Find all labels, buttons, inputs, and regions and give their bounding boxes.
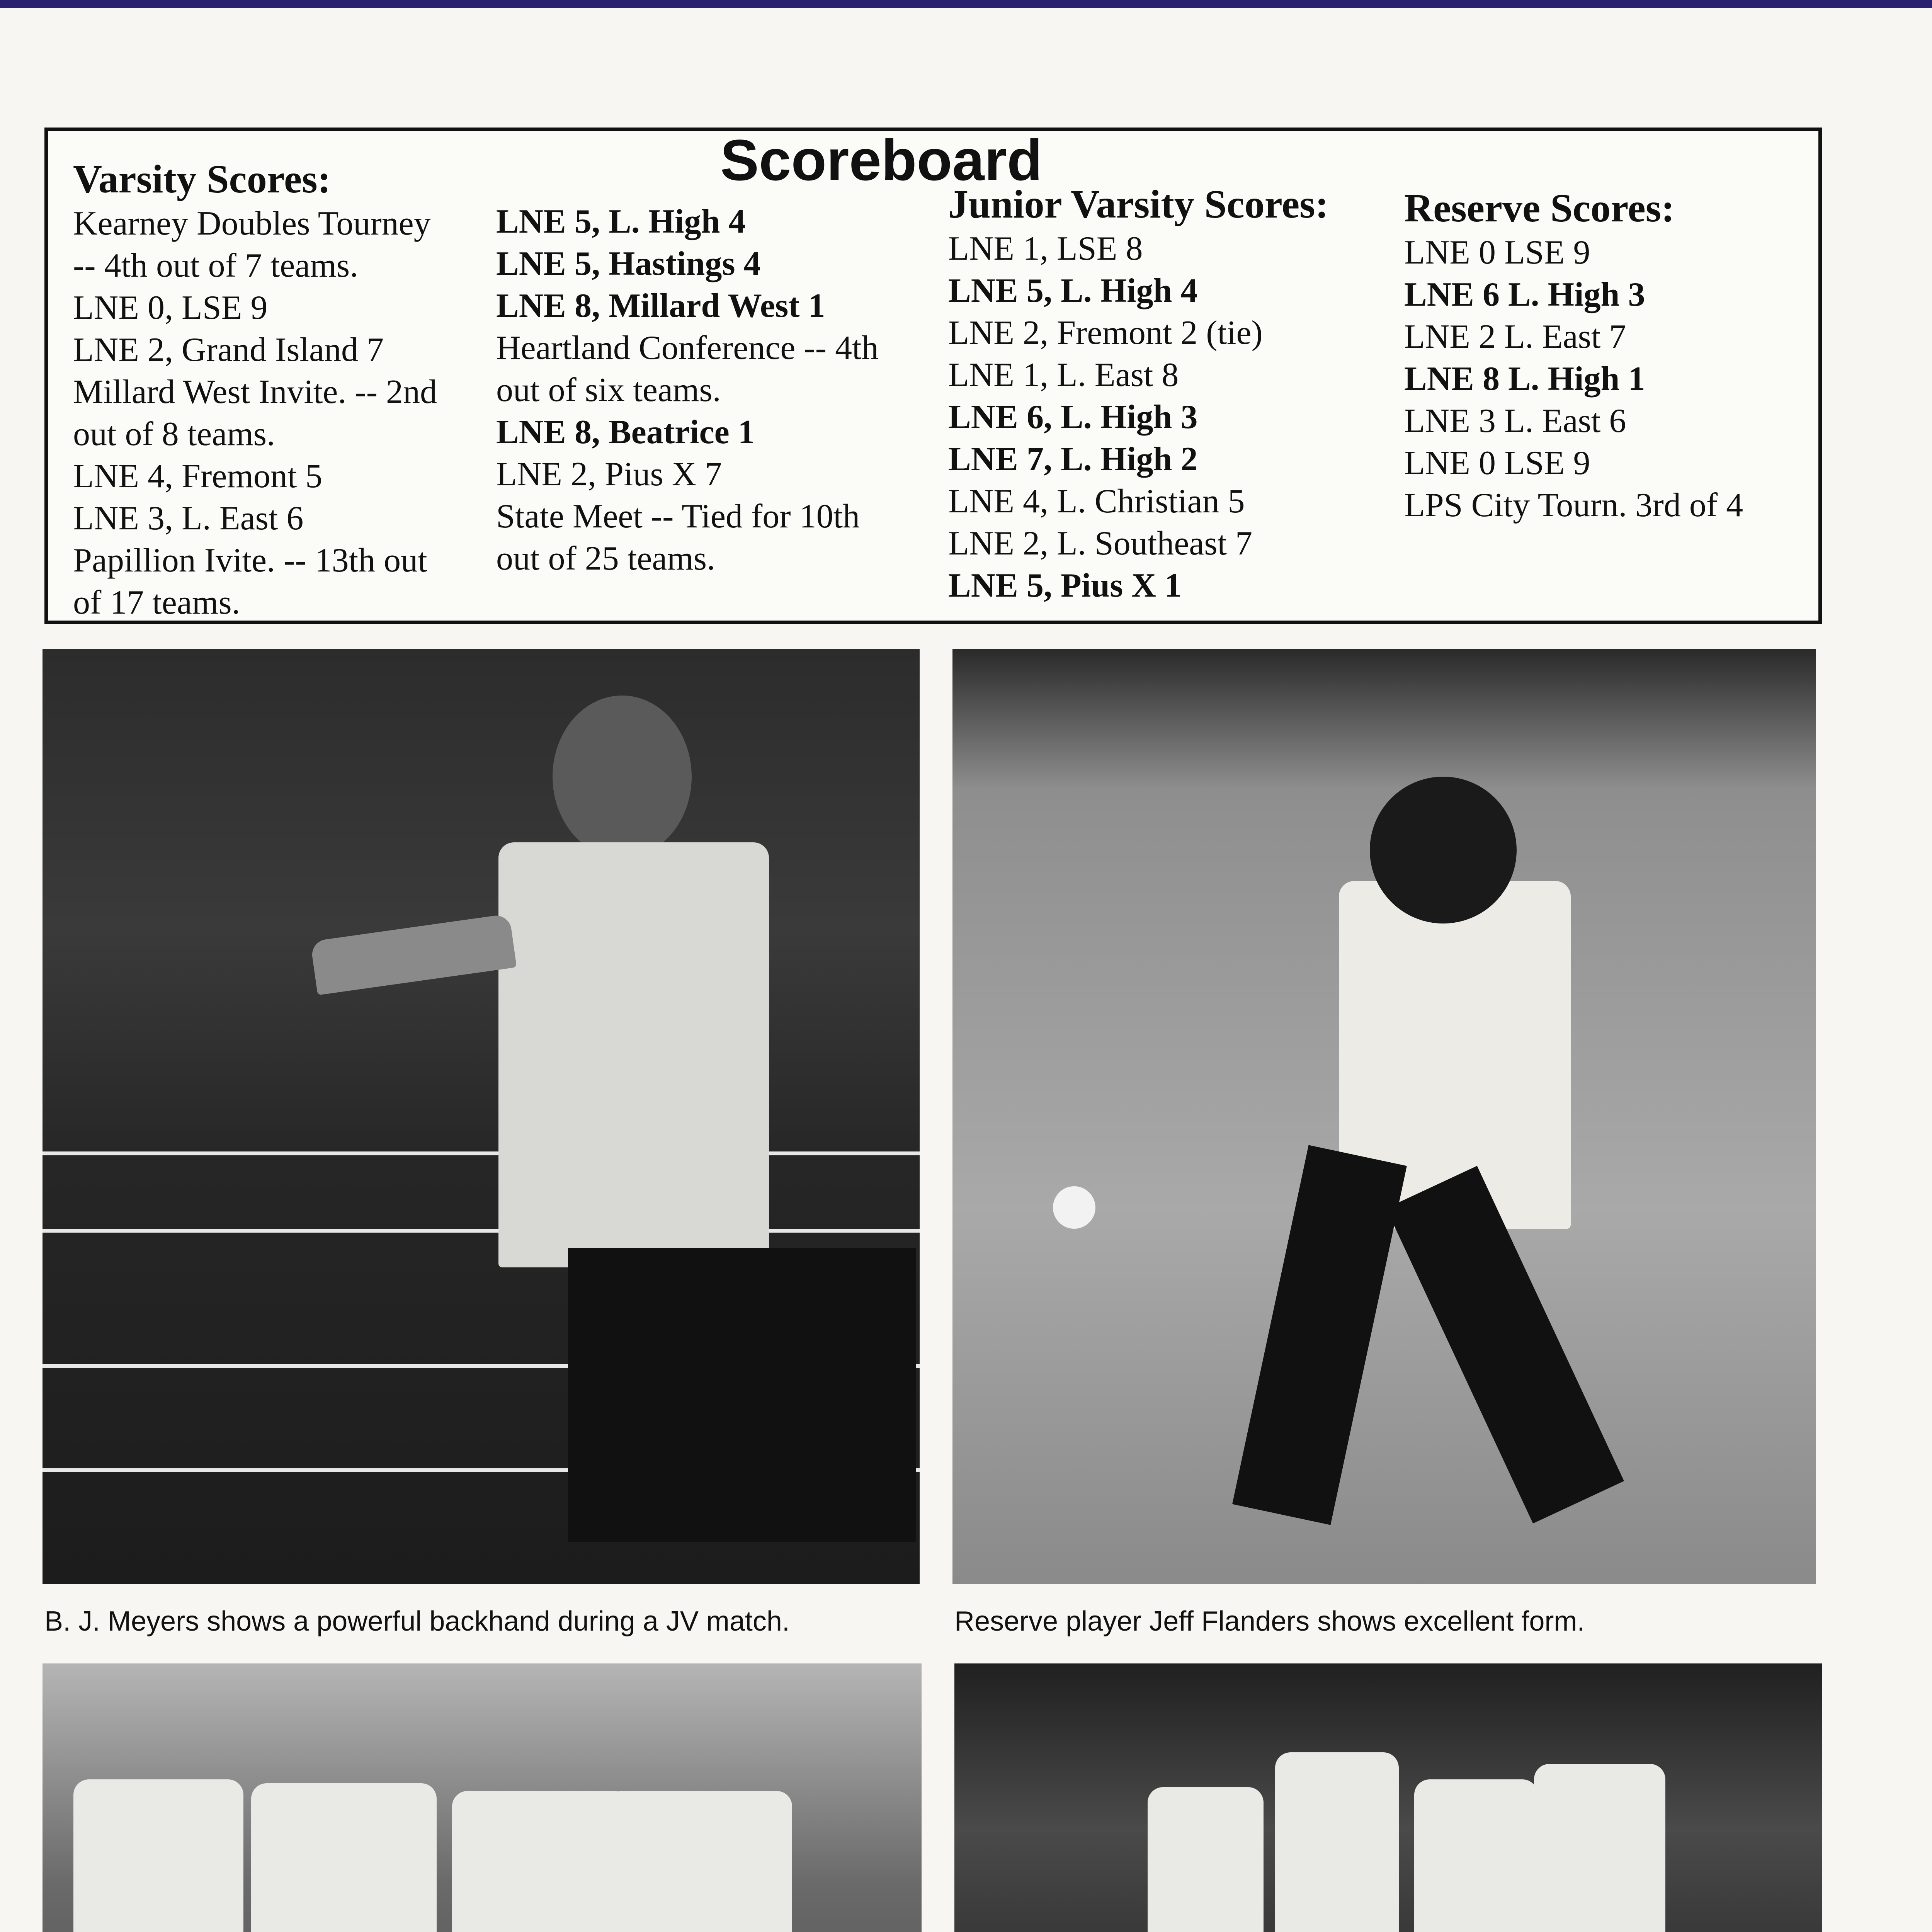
score-line: Kearney Doubles Tourney	[73, 205, 431, 242]
varsity-column-2	[496, 201, 921, 580]
score-line: of 17 teams.	[73, 584, 240, 621]
score-line: LNE 5, L. High 4	[496, 203, 746, 240]
reserve-column	[1404, 185, 1810, 526]
score-line: out of 25 teams.	[496, 540, 716, 577]
score-line: out of six teams.	[496, 371, 721, 409]
score-line: Heartland Conference -- 4th	[496, 329, 879, 367]
varsity-list-2	[496, 201, 921, 580]
photo-forehand	[952, 649, 1816, 1584]
jv-column	[948, 181, 1373, 607]
scoreboard-box	[44, 128, 1822, 624]
score-line: LNE 5, Pius X 1	[948, 567, 1182, 604]
score-line: LNE 1, L. East 8	[948, 356, 1179, 394]
yearbook-page	[0, 8, 1932, 1932]
score-line: LNE 2, Grand Island 7	[73, 331, 384, 369]
score-line: LNE 0 LSE 9	[1404, 234, 1590, 271]
score-line: LNE 0, LSE 9	[73, 289, 268, 327]
reserve-heading: Reserve Scores:	[1404, 186, 1675, 230]
jv-list	[948, 228, 1373, 607]
score-line: LNE 1, LSE 8	[948, 230, 1143, 267]
score-line: LNE 4, L. Christian 5	[948, 483, 1245, 520]
caption-photo2: Reserve player Jeff Flanders shows excellent form.	[954, 1606, 1585, 1637]
jv-heading: Junior Varsity Scores:	[948, 182, 1329, 226]
score-line: out of 8 teams.	[73, 415, 276, 453]
score-line: LNE 2, Fremont 2 (tie)	[948, 314, 1263, 352]
scoreboard-title: Scoreboard	[720, 128, 1043, 192]
score-line: LNE 7, L. High 2	[948, 440, 1198, 478]
score-line: LNE 5, Hastings 4	[496, 245, 761, 282]
varsity-list-1	[73, 202, 498, 624]
caption-photo1: B. J. Meyers shows a powerful backhand during a JV match.	[44, 1606, 790, 1637]
score-line: LNE 2 L. East 7	[1404, 318, 1626, 355]
score-line: -- 4th out of 7 teams.	[73, 247, 359, 284]
photo-team-jv	[43, 1663, 922, 1932]
score-line: LNE 8, Millard West 1	[496, 287, 825, 325]
varsity-heading: Varsity Scores:	[73, 157, 331, 201]
score-line: LNE 8, Beatrice 1	[496, 413, 755, 451]
score-line: LNE 4, Fremont 5	[73, 457, 323, 495]
score-line: LNE 5, L. High 4	[948, 272, 1198, 310]
score-line: LNE 2, L. Southeast 7	[948, 525, 1253, 562]
score-line: LPS City Tourn. 3rd of 4	[1404, 486, 1743, 524]
photo-team-reserve	[954, 1663, 1822, 1932]
score-line: LNE 2, Pius X 7	[496, 456, 722, 493]
score-line: LNE 6, L. High 3	[948, 398, 1198, 436]
score-line: State Meet -- Tied for 10th	[496, 498, 860, 535]
score-line: Papillion Ivite. -- 13th out	[73, 542, 427, 579]
score-line: LNE 8 L. High 1	[1404, 360, 1645, 398]
score-line: LNE 3, L. East 6	[73, 500, 304, 537]
score-line: LNE 3 L. East 6	[1404, 402, 1626, 440]
reserve-list	[1404, 231, 1810, 526]
score-line: LNE 6 L. High 3	[1404, 276, 1645, 313]
varsity-column-1	[73, 156, 498, 624]
photo-backhand	[43, 649, 920, 1584]
top-band	[0, 0, 1932, 9]
score-line: Millard West Invite. -- 2nd	[73, 373, 437, 411]
score-line: LNE 0 LSE 9	[1404, 444, 1590, 482]
